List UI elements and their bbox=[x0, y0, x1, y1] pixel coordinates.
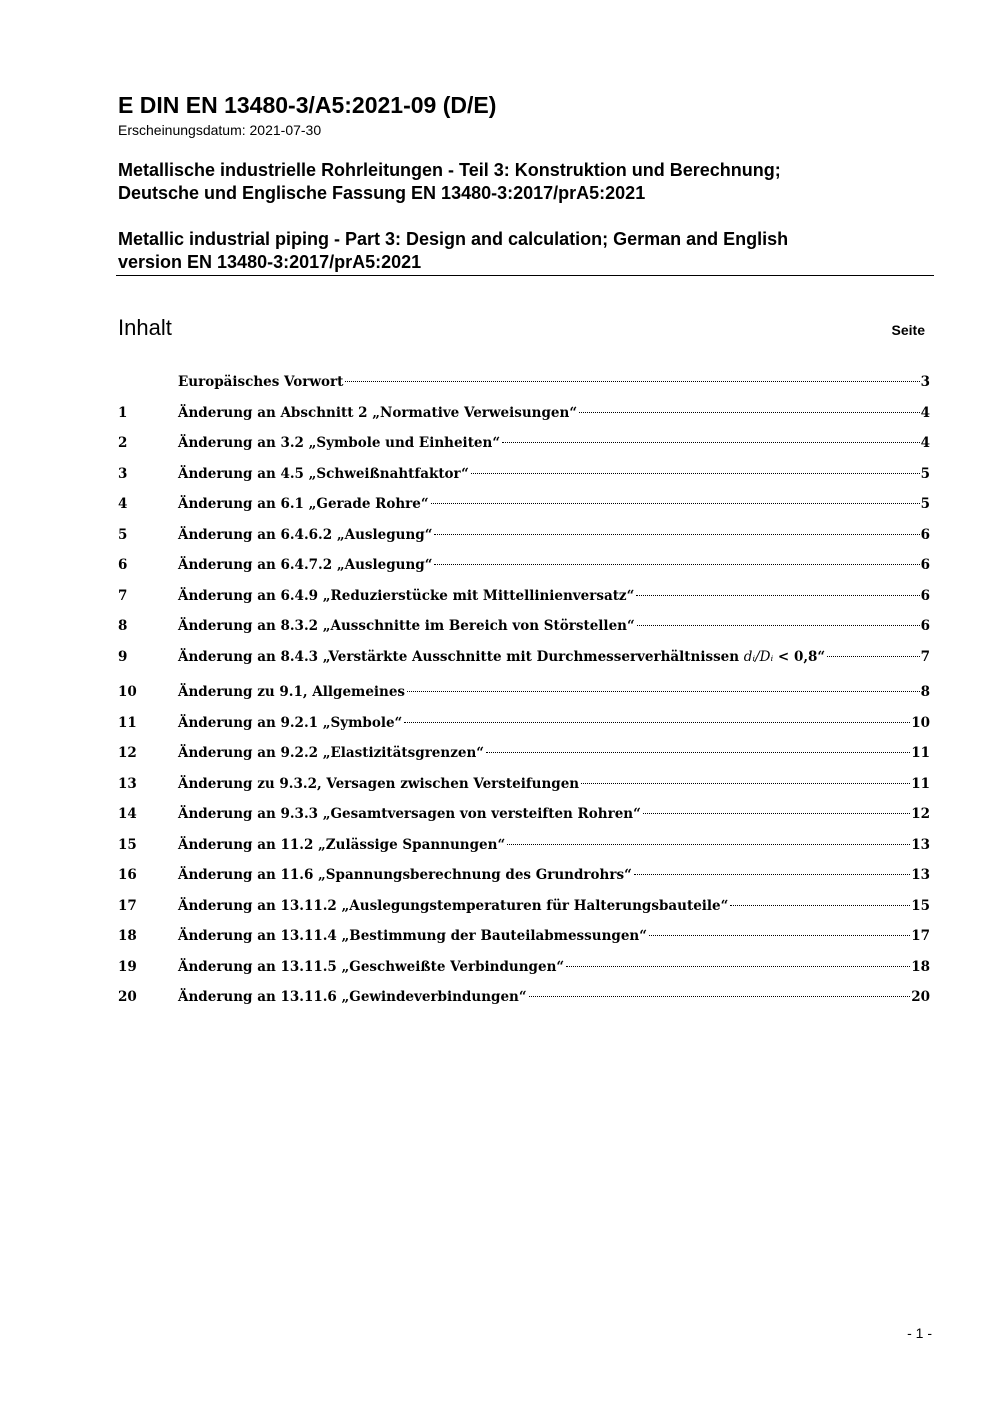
toc-entry-page: 7 bbox=[920, 648, 930, 665]
toc-entry-number: 17 bbox=[118, 897, 137, 914]
toc-entry-number: 9 bbox=[118, 648, 128, 665]
toc-entry[interactable] bbox=[118, 555, 930, 586]
toc-entry-title bbox=[178, 682, 405, 702]
toc-entry[interactable] bbox=[118, 774, 930, 805]
toc-entry-title-text: Änderung an 9.2.2 „Elastizitätsgrenzen“ bbox=[178, 745, 485, 761]
toc-entry-page: 13 bbox=[911, 836, 930, 853]
toc-entry-page: 8 bbox=[920, 684, 930, 700]
title-german bbox=[118, 159, 938, 205]
toc-dot-leader bbox=[566, 966, 910, 967]
toc-entry-title-text: Änderung an 11.2 „Zulässige Spannungen“ bbox=[178, 836, 506, 853]
toc-dot-leader bbox=[529, 996, 911, 997]
toc-dot-leader bbox=[649, 935, 910, 936]
toc-dot-leader bbox=[434, 534, 919, 535]
toc-entry-page: 17 bbox=[911, 928, 930, 944]
toc-entry[interactable] bbox=[118, 804, 930, 835]
toc-entry[interactable] bbox=[118, 743, 930, 774]
toc-entry-title-text: Änderung an 6.4.7.2 „Auslegung“ bbox=[178, 557, 433, 573]
page-number: - 1 - bbox=[907, 1325, 932, 1341]
toc-entry[interactable] bbox=[118, 464, 930, 495]
toc-entry-number: 18 bbox=[118, 928, 137, 944]
toc-dot-leader bbox=[404, 722, 910, 723]
toc-entry[interactable] bbox=[118, 616, 930, 647]
toc-entry[interactable] bbox=[118, 957, 930, 988]
toc-entry-title-text: Änderung an 9.3.3 „Gesamtversagen von versteiften Rohren“ bbox=[178, 806, 641, 822]
toc-dot-leader bbox=[634, 874, 910, 875]
toc-entry-page: 6 bbox=[920, 526, 930, 543]
toc-entry-number: 12 bbox=[118, 745, 137, 761]
toc-entry-title-text: Änderung an 3.2 „Symbole und Einheiten“ bbox=[178, 435, 501, 451]
toc-entry-title bbox=[178, 713, 402, 733]
toc-entry-number: 6 bbox=[118, 557, 128, 573]
toc-entry-title-text: Änderung an Abschnitt 2 „Normative Verweisungen“ bbox=[178, 404, 578, 421]
title-english bbox=[118, 228, 938, 274]
toc-entry-title bbox=[178, 743, 484, 763]
toc-dot-leader bbox=[507, 844, 910, 845]
toc-entry[interactable] bbox=[118, 586, 930, 617]
toc-entry-number: 10 bbox=[118, 684, 137, 700]
toc-entry-title-text: Änderung an 13.11.2 „Auslegungstemperaturen für Halterungsbauteile“ bbox=[178, 897, 729, 914]
toc-entry-number: 7 bbox=[118, 587, 128, 604]
toc-entry-formula: dᵢ/Dᵢ bbox=[743, 648, 774, 665]
toc-entry[interactable] bbox=[118, 835, 930, 866]
toc-entry-title bbox=[178, 774, 579, 794]
toc-dot-leader bbox=[407, 691, 920, 692]
toc-dot-leader bbox=[643, 813, 910, 814]
toc-heading: Inhalt bbox=[118, 315, 172, 340]
toc-entry-title bbox=[178, 403, 577, 423]
toc-entry-page: 3 bbox=[920, 374, 930, 390]
toc-entry-title-text: Änderung an 13.11.6 „Gewindeverbindungen“ bbox=[178, 989, 527, 1005]
toc-entry-title-text: Änderung zu 9.3.2, Versagen zwischen Versteifungen bbox=[178, 775, 580, 792]
toc-entry-title-text: Änderung an 6.4.9 „Reduzierstücke mit Mittellinienversatz“ bbox=[178, 587, 635, 604]
toc-entry-page: 10 bbox=[911, 714, 930, 731]
table-of-contents bbox=[118, 372, 930, 1018]
toc-entry-title-text: Änderung an 11.6 „Spannungsberechnung des Grundrohrs“ bbox=[178, 867, 632, 883]
toc-entry-title-text: Änderung an 8.4.3 „Verstärkte Ausschnitte mit Durchmesserverhältnissen bbox=[178, 648, 744, 665]
toc-entry-number: 16 bbox=[118, 867, 137, 883]
toc-dot-leader bbox=[730, 905, 910, 906]
toc-dot-leader bbox=[471, 473, 920, 474]
toc-entry-title-text: Änderung an 4.5 „Schweißnahtfaktor“ bbox=[178, 465, 469, 482]
toc-entry-title-text: Änderung an 13.11.4 „Bestimmung der Bauteilabmessungen“ bbox=[178, 928, 647, 944]
toc-entry[interactable] bbox=[118, 525, 930, 556]
toc-entry-title bbox=[178, 957, 564, 977]
toc-entry-number: 15 bbox=[118, 836, 137, 853]
toc-dot-leader bbox=[636, 595, 919, 596]
toc-entry-page: 15 bbox=[911, 897, 930, 914]
toc-entry-page: 6 bbox=[920, 618, 930, 634]
toc-entry-page: 13 bbox=[911, 867, 930, 883]
toc-entry-page: 6 bbox=[920, 557, 930, 573]
toc-entry-title bbox=[178, 647, 825, 667]
toc-entry[interactable] bbox=[118, 865, 930, 896]
toc-entry-title-text: Änderung an 8.3.2 „Ausschnitte im Bereich von Störstellen“ bbox=[178, 618, 635, 634]
toc-entry-title-text: Änderung an 6.1 „Gerade Rohre“ bbox=[178, 496, 429, 512]
toc-entry[interactable] bbox=[118, 494, 930, 525]
toc-dot-leader bbox=[579, 412, 920, 413]
toc-entry-title bbox=[178, 835, 505, 855]
toc-dot-leader bbox=[581, 783, 910, 784]
toc-entry-page: 6 bbox=[920, 587, 930, 604]
toc-entry-title bbox=[178, 372, 343, 392]
toc-entry-number: 2 bbox=[118, 435, 128, 451]
toc-entry-title-text: Europäisches Vorwort bbox=[178, 374, 344, 390]
toc-dot-leader bbox=[431, 503, 920, 504]
toc-entry-title-text: Änderung an 6.4.6.2 „Auslegung“ bbox=[178, 526, 433, 543]
toc-entry[interactable] bbox=[118, 372, 930, 403]
toc-entry-title bbox=[178, 433, 500, 453]
toc-entry-page: 11 bbox=[911, 745, 930, 761]
toc-entry-title bbox=[178, 525, 432, 545]
toc-entry-title bbox=[178, 464, 469, 484]
toc-entry-title bbox=[178, 586, 634, 606]
toc-entry-page: 11 bbox=[911, 775, 930, 792]
toc-entry-title-text: Änderung an 9.2.1 „Symbole“ bbox=[178, 714, 403, 731]
toc-entry[interactable] bbox=[118, 896, 930, 927]
toc-entry-page: 4 bbox=[920, 404, 930, 421]
toc-entry-page: 20 bbox=[911, 989, 930, 1005]
toc-dot-leader bbox=[434, 564, 919, 565]
toc-entry-title bbox=[178, 896, 728, 916]
toc-entry-title-text: Änderung zu 9.1, Allgemeines bbox=[178, 684, 406, 700]
toc-entry-page: 18 bbox=[911, 958, 930, 975]
toc-dot-leader bbox=[345, 381, 919, 382]
toc-entry-page: 4 bbox=[920, 435, 930, 451]
toc-entry-number: 14 bbox=[118, 806, 137, 822]
toc-entry[interactable] bbox=[118, 713, 930, 744]
toc-entry-title bbox=[178, 555, 432, 575]
toc-entry[interactable] bbox=[118, 987, 930, 1018]
toc-entry[interactable] bbox=[118, 433, 930, 464]
toc-entry-number: 3 bbox=[118, 465, 128, 482]
toc-entry-title bbox=[178, 865, 632, 885]
toc-dot-leader bbox=[486, 752, 910, 753]
title-german-line-2: Deutsche und Englische Fassung EN 13480-3:2017/prA5:2021 bbox=[118, 183, 646, 203]
toc-page-label: Seite bbox=[891, 322, 925, 338]
toc-entry-title bbox=[178, 987, 527, 1007]
toc-entry-title-suffix: < 0,8“ bbox=[773, 648, 826, 665]
toc-entry-page: 12 bbox=[911, 806, 930, 822]
title-english-line-1: Metallic industrial piping - Part 3: Design and calculation; German and English bbox=[118, 229, 789, 249]
publication-date: Erscheinungsdatum: 2021-07-30 bbox=[118, 122, 322, 138]
toc-entry-title bbox=[178, 616, 635, 636]
toc-dot-leader bbox=[637, 625, 920, 626]
toc-entry-number: 11 bbox=[118, 714, 137, 731]
toc-entry-page: 5 bbox=[920, 496, 930, 512]
toc-entry-number: 19 bbox=[118, 958, 137, 975]
toc-entry-number: 20 bbox=[118, 989, 137, 1005]
toc-entry-title bbox=[178, 926, 647, 946]
toc-entry[interactable] bbox=[118, 403, 930, 434]
toc-entry-number: 1 bbox=[118, 404, 128, 421]
toc-entry-number: 5 bbox=[118, 526, 128, 543]
toc-entry-number: 4 bbox=[118, 496, 128, 512]
toc-entry-number: 13 bbox=[118, 775, 137, 792]
toc-entry-number: 8 bbox=[118, 618, 128, 634]
toc-entry-title-text: Änderung an 13.11.5 „Geschweißte Verbindungen“ bbox=[178, 958, 565, 975]
title-english-line-2: version EN 13480-3:2017/prA5:2021 bbox=[118, 252, 422, 272]
toc-dot-leader bbox=[827, 656, 919, 657]
title-divider bbox=[116, 275, 934, 276]
toc-entry-title bbox=[178, 804, 641, 824]
toc-entry-title bbox=[178, 494, 429, 514]
title-german-line-1: Metallische industrielle Rohrleitungen - Teil 3: Konstruktion und Berechnung; bbox=[118, 160, 781, 180]
toc-entry[interactable] bbox=[118, 926, 930, 957]
toc-entry-page: 5 bbox=[920, 465, 930, 482]
toc-dot-leader bbox=[502, 442, 919, 443]
toc-entry[interactable] bbox=[118, 647, 930, 683]
document-id: E DIN EN 13480-3/A5:2021-09 (D/E) bbox=[118, 92, 497, 118]
toc-entry[interactable] bbox=[118, 682, 930, 713]
